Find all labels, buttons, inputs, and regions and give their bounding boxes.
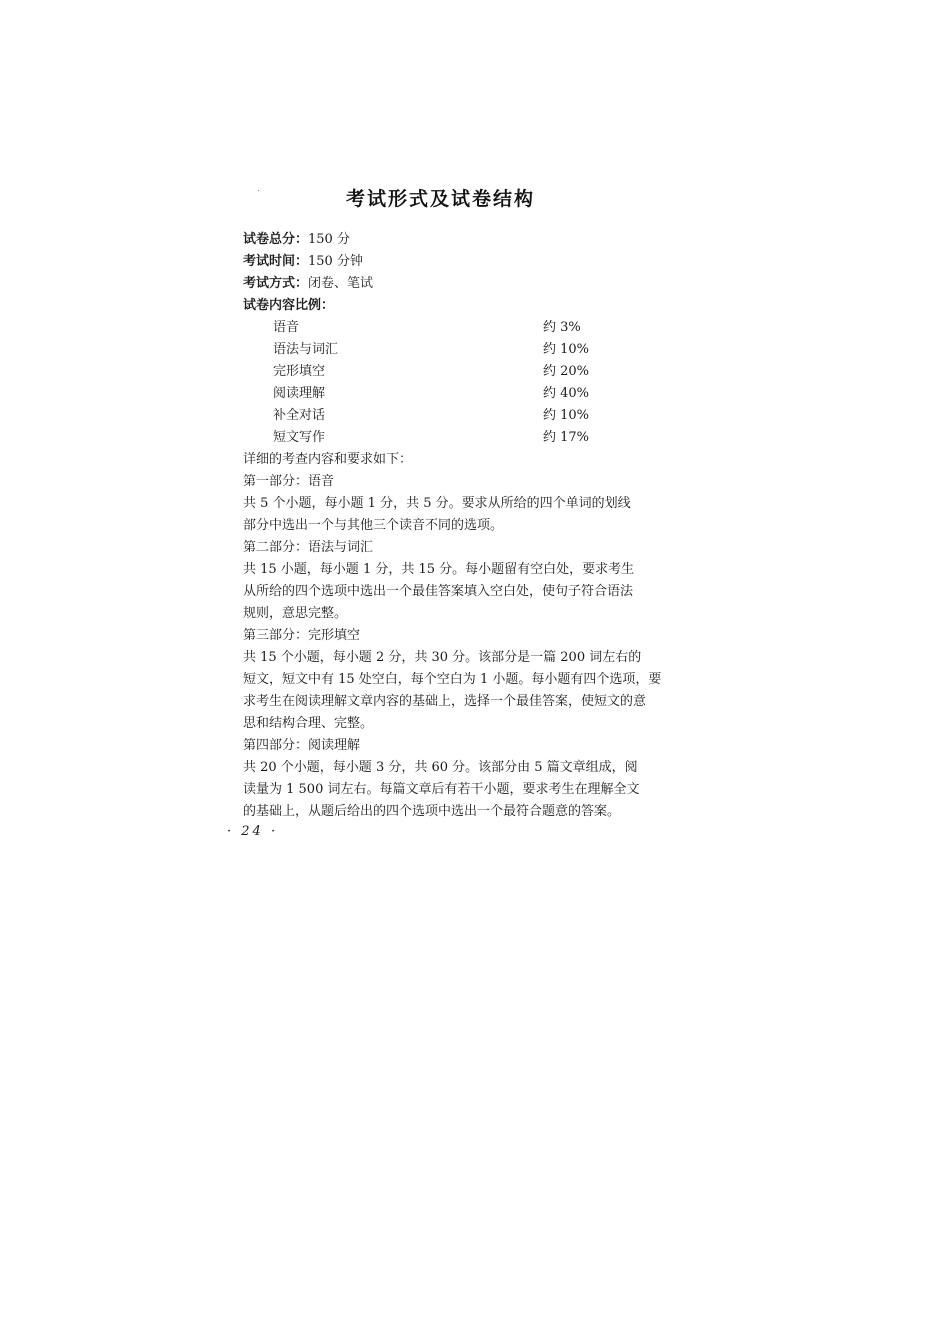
ratio-name: 短文写作 [273,430,326,445]
section-body-line: 部分中选出一个与其他三个读音不同的选项。 [243,518,504,533]
total-score-label: 试卷总分： [243,232,309,247]
exam-method-value: 闭卷、笔试 [308,276,374,291]
exam-time-row [243,251,363,273]
section-body-line: 规则，意思完整。 [243,606,348,621]
exam-time-value: 150 分钟 [308,254,363,269]
ratio-percent: 约 40% [543,386,590,401]
total-score-value: 150 分 [308,232,350,247]
section-body-line: 的基础上，从题后给出的四个选项中选出一个最符合题意的答案。 [243,804,621,819]
ratio-name: 补全对话 [273,408,326,423]
ratio-name: 完形填空 [273,364,326,379]
ratio-percent: 约 10% [543,408,590,423]
page-number: · 24 · [227,824,279,839]
ratio-row [273,361,613,383]
page-title: 考试形式及试卷结构 [346,188,536,210]
section-body-line: 求考生在阅读理解文章内容的基础上，选择一个最佳答案，使短文的意 [243,694,647,709]
ratio-name: 语法与词汇 [273,342,339,357]
total-score-row [243,229,350,251]
section-body-line: 读量为 1 500 词左右。每篇文章后有若干小题，要求考生在理解全文 [243,782,640,797]
intro-text: 详细的考查内容和要求如下： [243,452,413,467]
content-ratio-label: 试卷内容比例： [243,298,335,313]
ratio-row [273,405,613,427]
section-body-line: 短文，短文中有 15 处空白，每个空白为 1 小题。每小题有四个选项，要 [243,672,662,687]
exam-method-label: 考试方式： [243,276,309,291]
ratio-percent: 约 20% [543,364,590,379]
section-body-line: 从所给的四个选项中选出一个最佳答案填入空白处，使句子符合语法 [243,584,634,599]
section-body-line: 共 20 个小题，每小题 3 分，共 60 分。该部分由 5 篇文章组成，阅 [243,760,638,775]
section-body-line: 共 15 个小题，每小题 2 分，共 30 分。该部分是一篇 200 词左右的 [243,650,642,665]
ratio-name: 阅读理解 [273,386,326,401]
section-heading: 第二部分：语法与词汇 [243,540,374,555]
ratio-name: 语音 [273,320,300,335]
section-body-line: 共 15 小题，每小题 1 分，共 15 分。每小题留有空白处，要求考生 [243,562,635,577]
exam-time-label: 考试时间： [243,254,309,269]
section-heading: 第三部分：完形填空 [243,628,361,643]
exam-method-row [243,273,373,295]
section-body-line: 思和结构合理、完整。 [243,716,374,731]
content-ratio-heading [243,295,334,317]
section-body-line: 共 5 个小题，每小题 1 分，共 5 分。要求从所给的四个单词的划线 [243,496,631,511]
ratio-row [273,427,613,449]
ratio-row [273,339,613,361]
ratio-row [273,317,613,339]
ratio-percent: 约 3% [543,320,581,335]
ratio-percent: 约 17% [543,430,590,445]
scan-speck [258,190,259,191]
ratio-row [273,383,613,405]
section-heading: 第一部分：语音 [243,474,335,489]
ratio-percent: 约 10% [543,342,590,357]
section-heading: 第四部分：阅读理解 [243,738,361,753]
